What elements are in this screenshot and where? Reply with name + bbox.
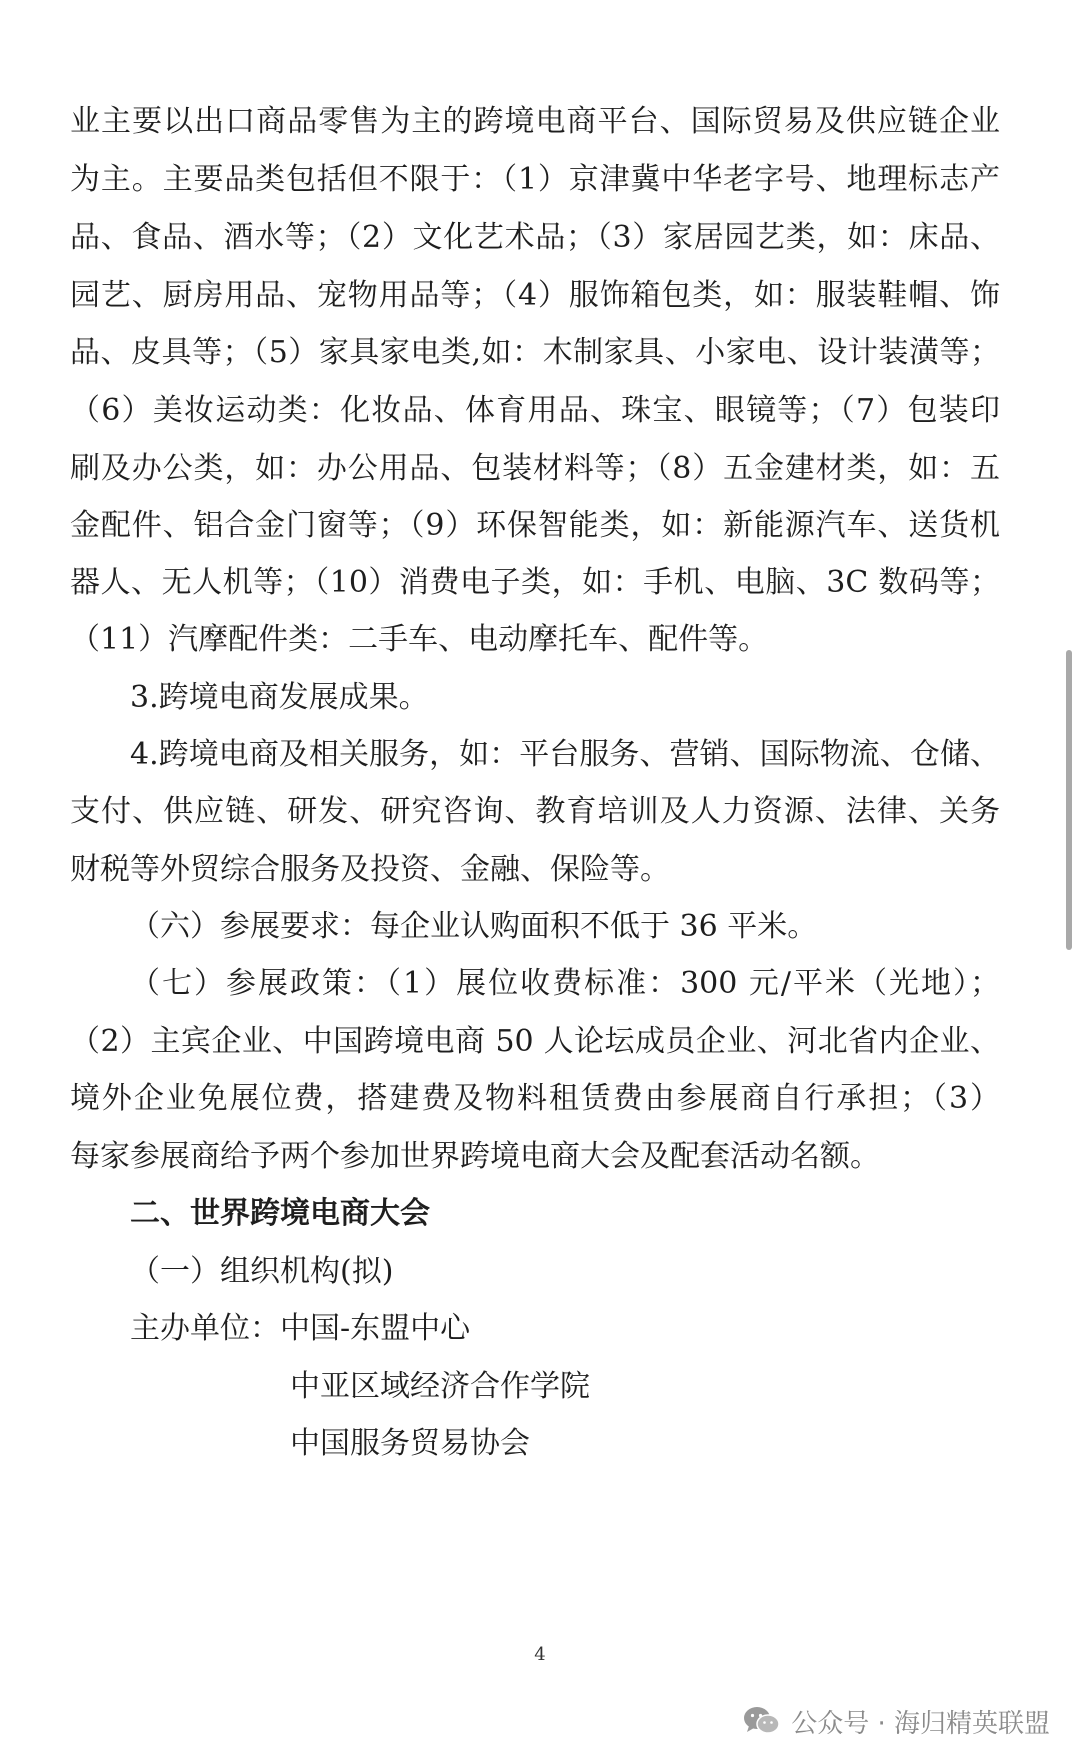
text-line: （六）参展要求：每企业认购面积不低于 36 平米。 [130,909,818,944]
text-line: 3.跨境电商发展成果。 [130,680,429,715]
wechat-icon [743,1705,781,1737]
text-line: 器人、无人机等；（10）消费电子类，如：手机、电脑、3C 数码等； [70,565,1000,600]
text-line: 业主要以出口商品零售为主的跨境电商平台、国际贸易及供应链企业 [70,104,1000,139]
text-line: 每家参展商给予两个参加世界跨境电商大会及配套活动名额。 [70,1139,880,1174]
organizer-line: 中国服务贸易协会 [290,1426,530,1461]
text-line: 为主。主要品类包括但不限于：（1）京津冀中华老字号、地理标志产 [70,162,1000,197]
text-line: （11）汽摩配件类：二手车、电动摩托车、配件等。 [70,622,769,657]
watermark [743,1703,1050,1739]
text-line: 财税等外贸综合服务及投资、金融、保险等。 [70,852,670,887]
text-line: 金配件、铝合金门窗等；（9）环保智能类，如：新能源汽车、送货机 [70,508,1000,543]
text-line: 境外企业免展位费，搭建费及物料租赁费由参展商自行承担；（3） [70,1081,1000,1116]
text-line: 4.跨境电商及相关服务，如：平台服务、营销、国际物流、仓储、 [130,737,1000,772]
subsection-heading: （一）组织机构(拟) [130,1254,394,1289]
text-line: 园艺、厨房用品、宠物用品等；（4）服饰箱包类，如：服装鞋帽、饰 [70,278,1000,313]
page-number: 4 [534,1644,546,1665]
text-line: 品、食品、酒水等；（2）文化艺术品；（3）家居园艺类，如：床品、 [70,220,1000,255]
scrollbar[interactable] [1066,650,1072,950]
text-line: （6）美妆运动类：化妆品、体育用品、珠宝、眼镜等；（7）包装印 [70,393,1000,428]
section-heading: 二、世界跨境电商大会 [130,1196,430,1231]
organizer-line: 中亚区域经济合作学院 [290,1369,590,1404]
watermark-text: 公众号 · 海归精英联盟 [791,1708,1050,1739]
text-line: 品、皮具等；（5）家具家电类,如：木制家具、小家电、设计装潢等； [70,335,1000,370]
text-line: 支付、供应链、研发、研究咨询、教育培训及人力资源、法律、关务 [70,794,1000,829]
text-line: 刷及办公类，如：办公用品、包装材料等；（8）五金建材类，如：五 [70,451,1000,486]
text-line: （2）主宾企业、中国跨境电商 50 人论坛成员企业、河北省内企业、 [70,1024,1000,1059]
text-line: （七）参展政策：（1）展位收费标准：300 元/平米（光地）； [130,966,1000,1001]
organizer-line: 主办单位：中国-东盟中心 [130,1311,471,1346]
